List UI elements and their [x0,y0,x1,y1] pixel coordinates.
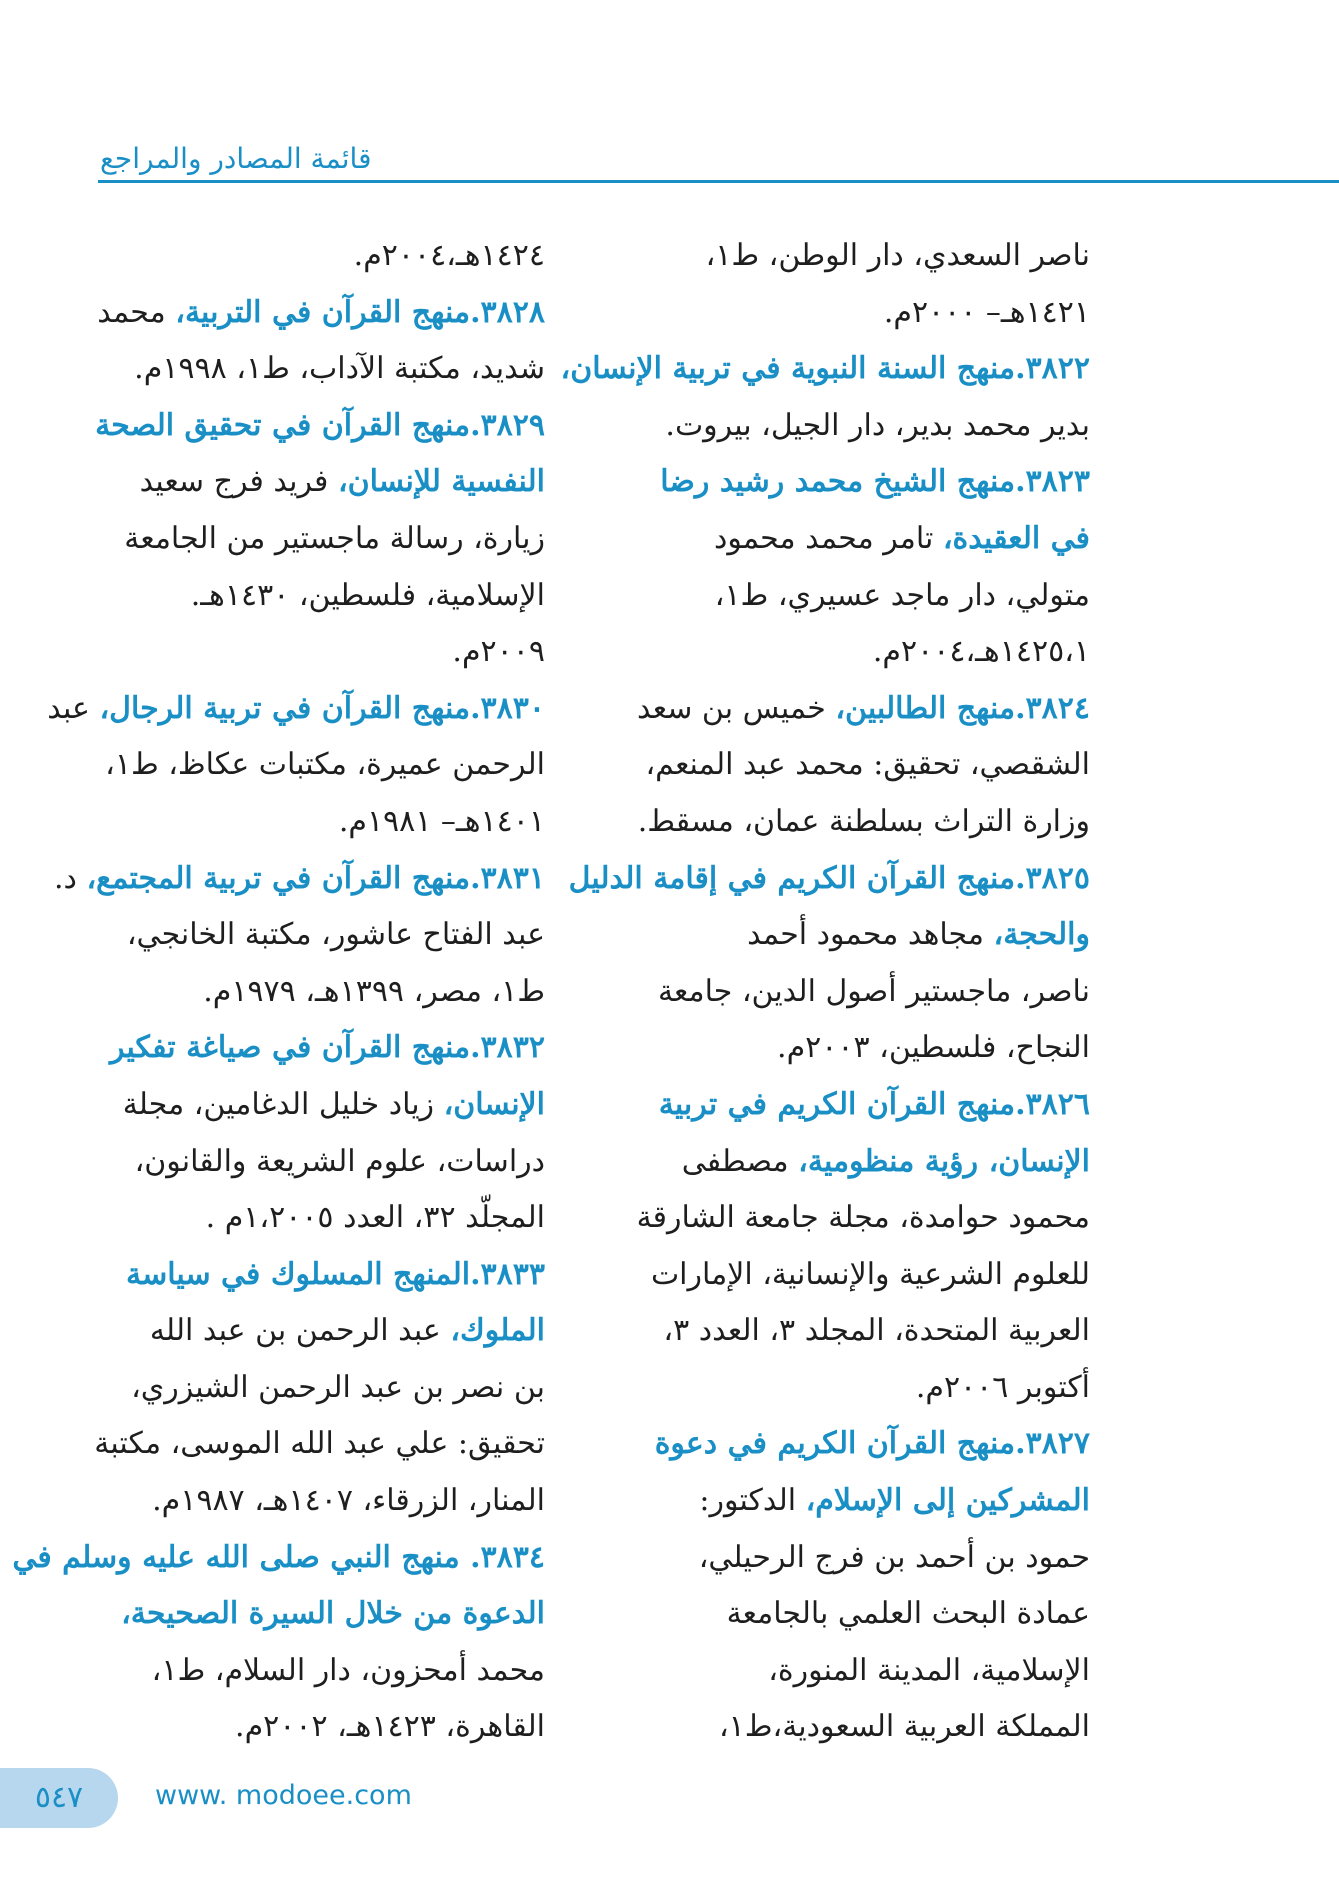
entry-line [12,1530,545,1587]
entry-line [120,1586,545,1643]
entry-detail: شديد، مكتبة الآداب، ط١، ١٩٩٨م. [134,351,545,387]
entry-detail: د. [54,860,87,896]
entry-number: ٣٨٣٣. [470,1256,545,1292]
entry-detail: الإسلامية، المدينة المنورة، [768,1652,1090,1688]
entry-detail: زيارة، رسالة ماجستير من الجامعة [124,520,545,556]
entry-line [655,511,1090,568]
entry-title: منهج القرآن في التربية، [175,294,471,330]
entry-line [120,624,545,681]
right-column [560,228,1090,1756]
entry-detail: محمد أمحزون، دار السلام، ط١، [151,1652,545,1688]
entry-detail: ١٤٠١هـ– ١٩٨١م. [338,803,545,839]
entry-detail: دراسات، علوم الشريعة والقانون، [134,1143,545,1179]
entry-title: منهج القرآن الكريم في دعوة [654,1426,1016,1462]
entry-detail: ط١، مصر، ١٣٩٩هـ، ١٩٧٩م. [203,973,545,1009]
entry-line [120,454,545,511]
entry-title: منهج النبي صلى الله عليه وسلم في [12,1539,471,1575]
entry-line [645,737,1090,794]
entry-detail: ناصر السعدي، دار الوطن، ط١، [705,238,1090,273]
entry-detail: العربية المتحدة، المجلد ٣، العدد ٣، [663,1313,1090,1349]
entry-detail: محمود حوامدة، مجلة جامعة الشارقة [636,1200,1090,1236]
entry-line [650,1247,1090,1304]
left-column [12,228,545,1756]
entry-detail: بدير محمد بدير، دار الجيل، بيروت. [665,407,1090,443]
entry-title-continued: الإنسان، رؤية منظومية، [798,1143,1090,1179]
entry-detail: ١٤٢١هـ– ٢٠٠٠م. [883,294,1090,330]
bibliography-entry [97,285,545,398]
entry-line [655,398,1090,455]
entry-number: ٣٨٣٠. [470,690,545,726]
entry-line [560,341,1090,398]
entry-line [120,1303,545,1360]
entry-title-continued: والحجة، [993,917,1090,953]
entry-number: ٣٨٢٦. [1015,1086,1090,1122]
entry-number: ٣٨٣٤. [470,1539,545,1575]
entry-line [120,1643,545,1700]
entry-line [120,1077,545,1134]
bibliography-entry [54,851,545,1021]
entry-detail: متولي، دار ماجد عسيري، ط١، [714,577,1090,613]
entry-number: ٣٨٣١. [470,860,545,896]
bibliography-entry [655,1416,1090,1756]
entry-line [655,454,1090,511]
bibliography-entry [47,681,545,851]
entry-line [120,1134,545,1191]
entry-line [120,511,545,568]
entry-line [655,1303,1090,1360]
entry-line [47,681,545,738]
website-url[interactable]: www. modoee.com [155,1780,412,1811]
entry-detail: المجلّد ٣٢، العدد ١،٢٠٠٥م . [205,1200,545,1236]
entry-line [105,737,545,794]
entry-detail: الدكتور: [699,1483,806,1519]
entry-line [655,1586,1090,1643]
entry-line [655,907,1090,964]
entry-detail: مصطفى [681,1143,799,1179]
entry-detail: عبد الفتاح عاشور، مكتبة الخانجي، [126,917,545,953]
entry-detail: الشقصي، تحقيق: محمد عبد المنعم، [645,747,1090,783]
entry-title: منهج القرآن في تربية المجتمع، [86,860,471,896]
entry-line [655,1530,1090,1587]
entry-detail: ١٤٢٤هـ،٢٠٠٤م. [353,238,545,273]
entry-detail: حمود بن أحمد بن فرج الرحيلي، [698,1539,1090,1575]
bibliography-entry [12,1530,545,1756]
entry-title-continued: الملوك، [450,1313,545,1349]
entry-detail: مجاهد محمود أحمد [747,917,994,953]
entry-title-continued: الإنسان، [443,1086,545,1122]
entry-line [655,568,1090,625]
entry-detail: زياد خليل الدغامين، مجلة [122,1086,444,1122]
entry-line [655,1699,1090,1756]
entry-line [655,1416,1090,1473]
entry-detail: ٢٠٠٩م. [452,634,545,670]
entry-title: منهج الطالبين، [835,690,1016,726]
entry-detail: للعلوم الشرعية والإنسانية، الإمارات [650,1256,1090,1292]
header-divider [98,180,1339,183]
bibliography-entry [636,1077,1090,1417]
entry-line [655,1360,1090,1417]
entry-detail: أكتوبر ٢٠٠٦م. [915,1369,1090,1405]
entry-title: منهج القرآن في صياغة تفكير [109,1030,471,1066]
entry-detail: ١٤٢٥،١هـ،٢٠٠٤م. [872,634,1090,670]
entry-detail: تامر محمد محمود [713,520,943,556]
entry-detail: الرحمن عميرة، مكتبات عكاظ، ط١، [105,747,545,783]
bibliography-entry [94,1247,545,1530]
bibliography-entry [655,454,1090,680]
entry-line [120,907,545,964]
entry-line [120,1190,545,1247]
entry-detail: فريد فرج سعيد [139,464,338,500]
bibliography-entry [655,228,1090,341]
entry-line [655,964,1090,1021]
bibliography-entry [120,228,545,285]
entry-detail: عبد [47,690,100,726]
entry-detail: القاهرة، ١٤٢٣هـ، ٢٠٠٢م. [235,1709,545,1745]
entry-line [637,794,1090,851]
entry-line [568,851,1090,908]
entry-line [120,1699,545,1756]
entry-line [636,681,1090,738]
entry-detail: المملكة العربية السعودية،ط١، [718,1709,1090,1745]
entry-line [655,624,1090,681]
bibliography-entry [636,681,1090,851]
bibliography-entry [109,1020,545,1246]
entry-line [120,1360,545,1417]
entry-detail: الإسلامية، فلسطين، ١٤٣٠هـ. [190,577,545,613]
entry-line [655,1077,1090,1134]
entry-title: منهج القرآن الكريم في تربية [658,1086,1016,1122]
entry-line [655,1643,1090,1700]
entry-line [655,1020,1090,1077]
entry-line [120,228,545,285]
page-number-badge [0,1768,118,1828]
entry-line [655,285,1090,342]
running-header-title: قائمة المصادر والمراجع [100,142,372,175]
entry-detail: ناصر، ماجستير أصول الدين، جامعة [657,973,1090,1009]
page-number: ٥٤٧ [34,1780,84,1815]
entry-line [636,1190,1090,1247]
entry-title-continued: المشركين إلى الإسلام، [805,1483,1090,1519]
entry-line [120,568,545,625]
entry-line [120,341,545,398]
entry-detail: المنار، الزرقاء، ١٤٠٧هـ، ١٩٨٧م. [152,1483,545,1519]
entry-detail: عمادة البحث العلمي بالجامعة [726,1596,1090,1632]
entry-title: منهج القرآن الكريم في إقامة الدليل [568,860,1016,896]
entry-line [54,851,545,908]
bibliography-entry [560,341,1090,454]
entry-number: ٣٨٢٩. [470,407,545,443]
entry-detail: وزارة التراث بسلطنة عمان، مسقط. [637,803,1090,839]
entry-detail: عبد الرحمن بن عبد الله [149,1313,451,1349]
entry-number: ٣٨٢٧. [1015,1426,1090,1462]
entry-number: ٣٨٢٤. [1015,690,1090,726]
entry-line [95,398,545,455]
entry-detail: تحقيق: علي عبد الله الموسى، مكتبة [94,1426,545,1462]
entry-detail: محمد [97,294,176,330]
entry-detail: بن نصر بن عبد الرحمن الشيزري، [131,1369,545,1405]
entry-title-continued: النفسية للإنسان، [337,464,545,500]
entry-line [655,1134,1090,1191]
bibliography-entry [568,851,1090,1077]
entry-line [94,1416,545,1473]
entry-number: ٣٨٢٨. [470,294,545,330]
entry-line [120,794,545,851]
entry-title-continued: في العقيدة، [942,520,1090,556]
entry-title: المنهج المسلوك في سياسة [126,1256,471,1292]
entry-line [120,964,545,1021]
entry-number: ٣٨٢٢. [1015,351,1090,387]
entry-title: منهج القرآن في تحقيق الصحة [95,407,471,443]
entry-line [120,1247,545,1304]
entry-number: ٣٨٣٢. [470,1030,545,1066]
entry-number: ٣٨٢٣. [1015,464,1090,500]
entry-line [655,1473,1090,1530]
entry-title-continued: الدعوة من خلال السيرة الصحيحة، [121,1596,545,1632]
entry-title: منهج القرآن في تربية الرجال، [99,690,471,726]
entry-line [120,1473,545,1530]
entry-title: منهج السنة النبوية في تربية الإنسان، [560,351,1016,387]
entry-detail: خميس بن سعد [636,690,836,726]
entry-line [97,285,545,342]
entry-number: ٣٨٢٥. [1015,860,1090,896]
entry-detail: النجاح، فلسطين، ٢٠٠٣م. [777,1030,1090,1066]
entry-line [109,1020,545,1077]
entry-line [655,228,1090,285]
bibliography-entry [95,398,545,681]
entry-title: منهج الشيخ محمد رشيد رضا [660,464,1016,500]
